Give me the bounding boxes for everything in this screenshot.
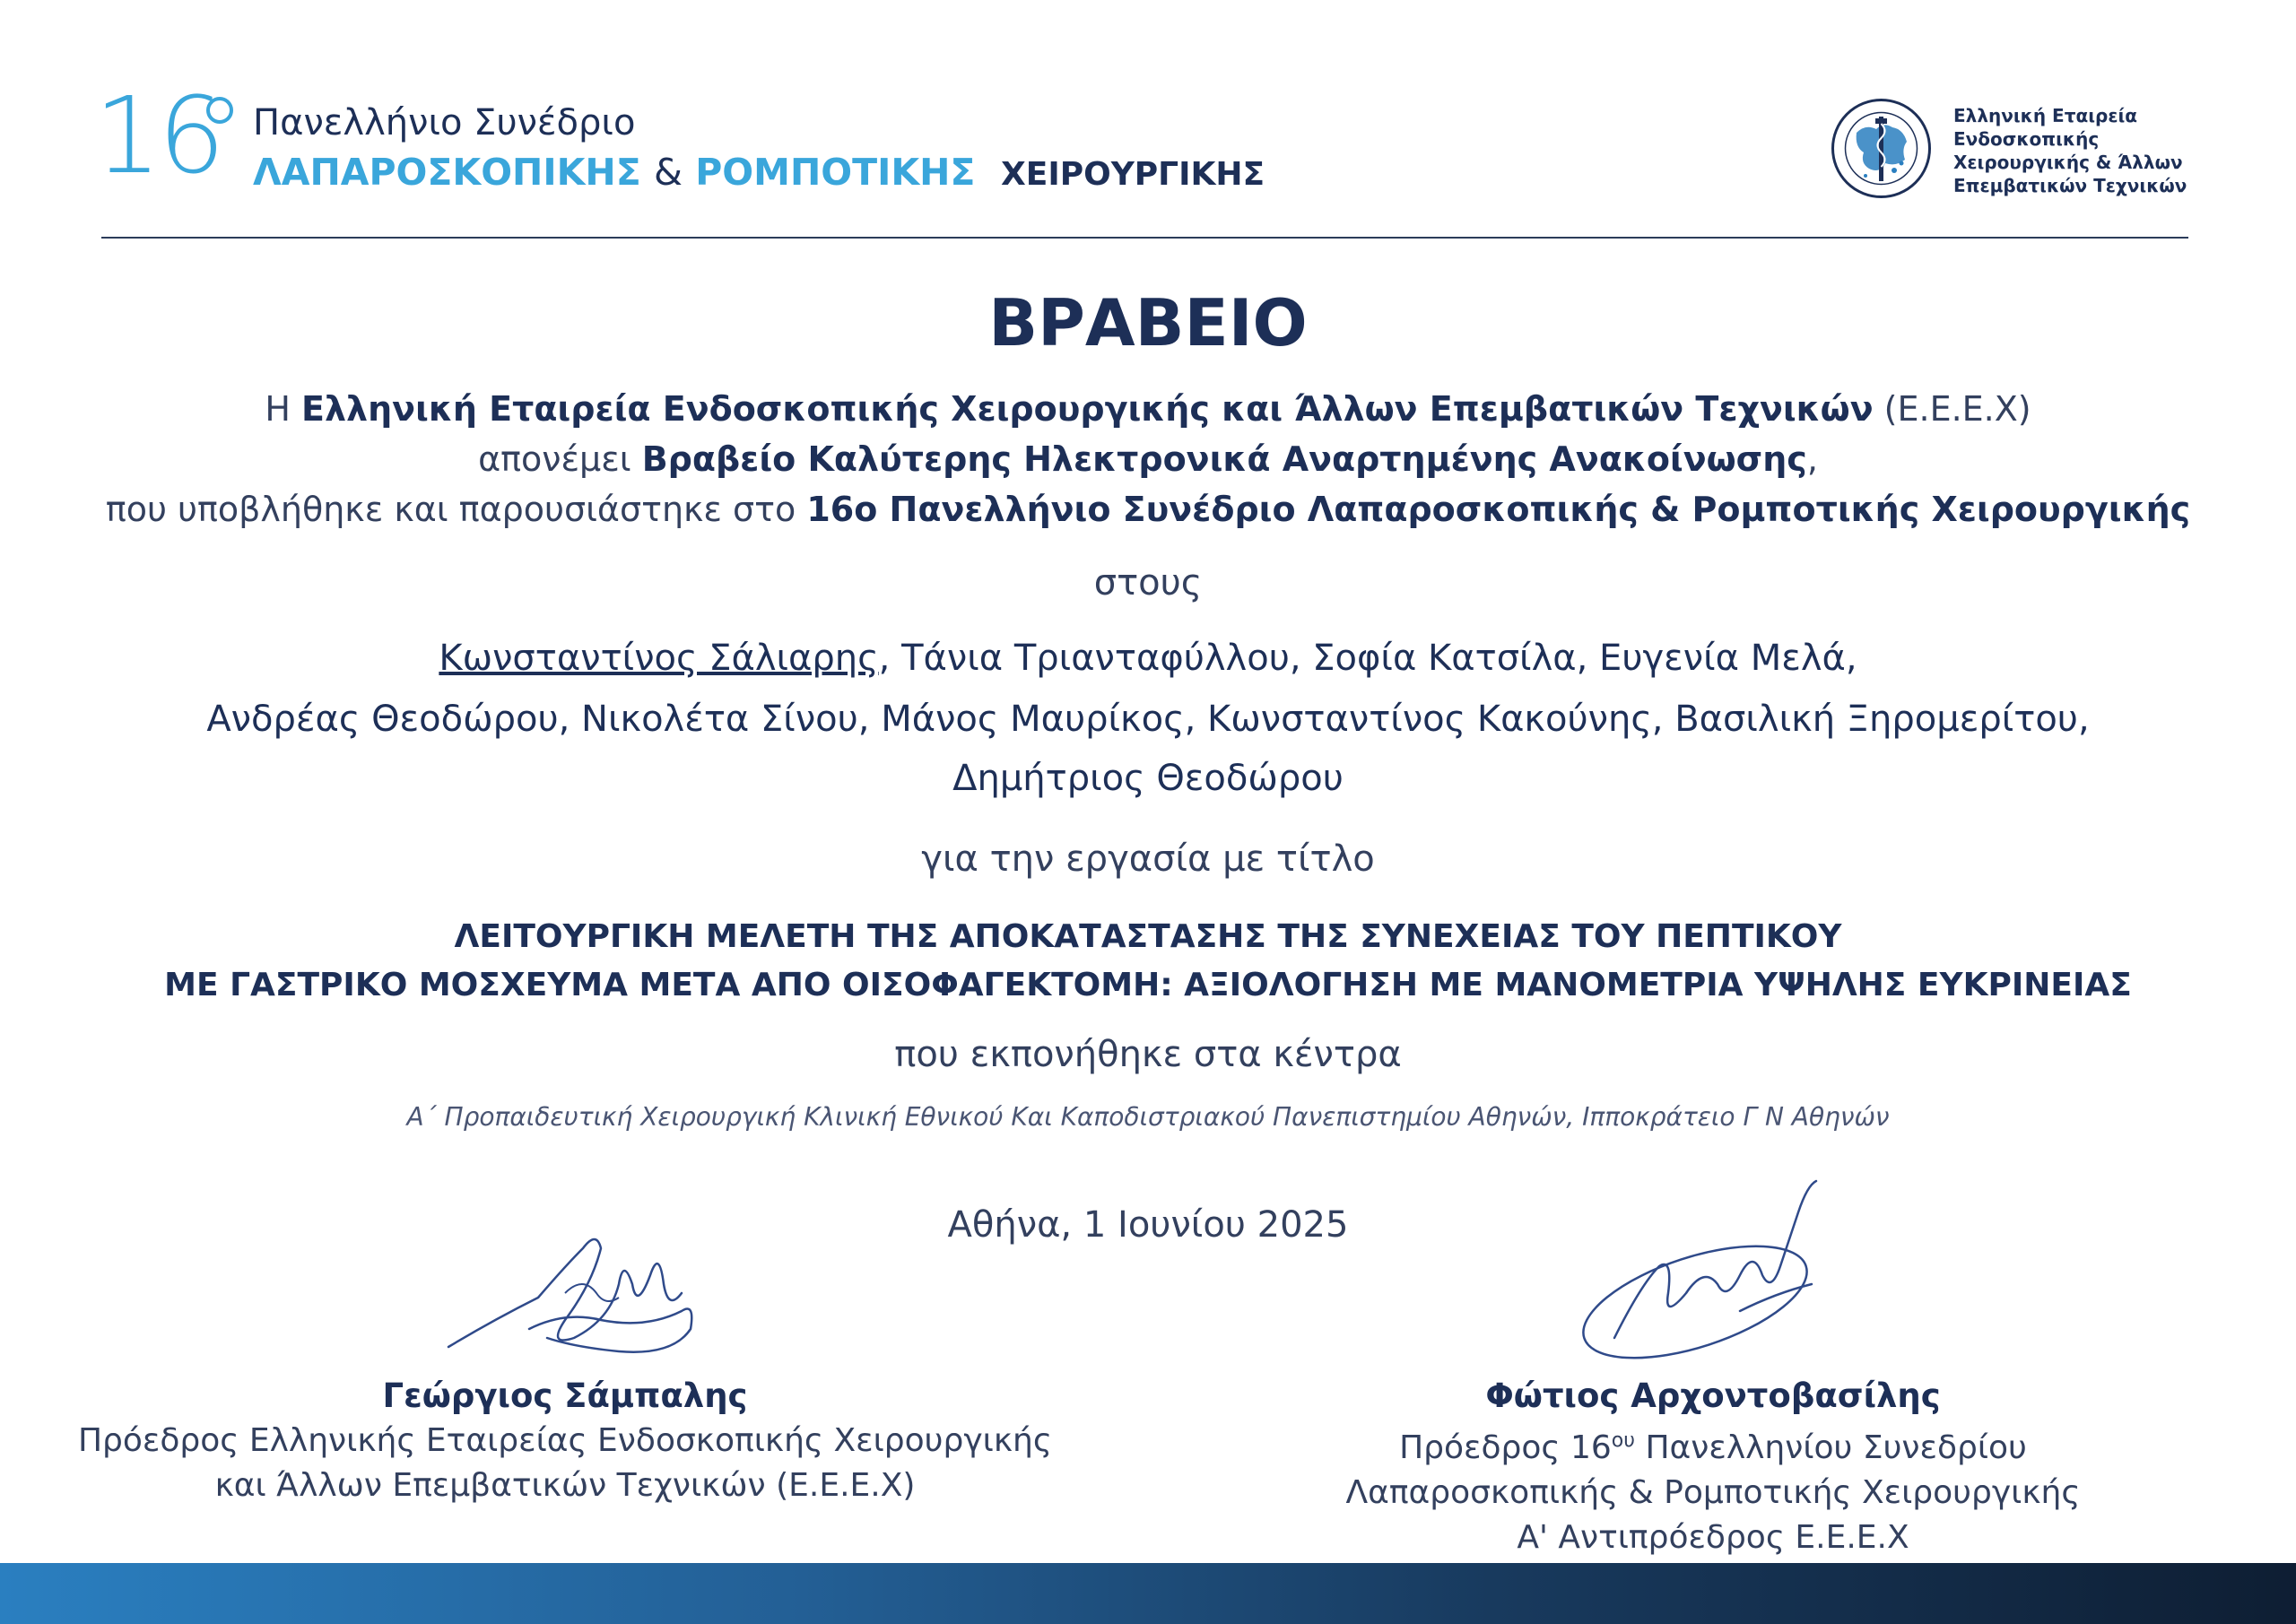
society-name-line: Επεμβατικών Τεχνικών bbox=[1953, 175, 2187, 196]
signatory-role-right-2: Λαπαροσκοπικής & Ρομποτικής Χειρουργικής bbox=[1345, 1474, 2081, 1511]
intro-text: (Ε.Ε.Ε.Χ) bbox=[1873, 389, 2031, 429]
intro-text: που υποβλήθηκε και παρουσιάστηκε στο bbox=[105, 490, 807, 529]
authors-line-3: Δημήτριος Θεοδώρου bbox=[952, 758, 1344, 799]
conference-title-line1: Πανελλήνιο Συνέδριο bbox=[253, 102, 636, 143]
footer-gradient-bar bbox=[0, 1563, 2296, 1624]
intro-line-3 bbox=[0, 484, 2296, 534]
role-text: Πρόεδρος 16 bbox=[1399, 1429, 1612, 1466]
intro-line-2 bbox=[0, 434, 2296, 484]
authors-line-1 bbox=[0, 631, 2296, 685]
signatory-role-right-3: Α' Αντιπρόεδρος Ε.Ε.Ε.Χ bbox=[1517, 1519, 1909, 1556]
conference-word-laparoscopic: ΛΑΠΑΡΟΣΚΟΠΙΚΗΣ bbox=[253, 151, 641, 194]
intro-line-1 bbox=[0, 384, 2296, 434]
role-superscript: ου bbox=[1611, 1429, 1635, 1452]
society-name-line: Ελληνική Εταιρεία bbox=[1953, 105, 2137, 126]
intro-text: , bbox=[1806, 439, 1818, 479]
award-name: Βραβείο Καλύτερης Ηλεκτρονικά Αναρτημένης Ανακοίνωσης bbox=[641, 439, 1807, 479]
society-full-name: Ελληνική Εταιρεία Ενδοσκοπικής Χειρουργικής και Άλλων Επεμβατικών Τεχνικών bbox=[301, 389, 1874, 429]
conference-word-robotic: ΡΟΜΠΟΤΙΚΗΣ bbox=[695, 151, 976, 194]
society-name-line: Ενδοσκοπικής bbox=[1953, 128, 2100, 150]
intro-text: Η bbox=[265, 389, 302, 429]
intro-text: απονέμει bbox=[478, 439, 642, 479]
society-name bbox=[1953, 104, 2187, 197]
award-title: ΒΡΑΒΕΙΟ bbox=[988, 285, 1308, 360]
conference-number: 16 bbox=[94, 74, 222, 197]
signature-right bbox=[1220, 1374, 2206, 1560]
conference-ampersand: & bbox=[653, 151, 683, 194]
award-date: Αθήνα, 1 Ιουνίου 2025 bbox=[947, 1204, 1349, 1246]
recipients-label: στους bbox=[1093, 562, 1203, 604]
signatory-name-left: Γεώργιος Σάμπαλης bbox=[382, 1376, 748, 1415]
centers-text: Α΄ Προπαιδευτική Χειρουργική Κλινική Εθνικού Και Καποδιστριακού Πανεπιστημίου Αθηνών, Ιπποκράτειο Γ Ν Αθηνών bbox=[406, 1102, 1890, 1132]
degree-symbol bbox=[206, 97, 233, 124]
society-logo-icon bbox=[1830, 97, 1933, 200]
conference-word-surgery: ΧΕΙΡΟΥΡΓΙΚΗΣ bbox=[1001, 156, 1265, 193]
signatory-role-right-1 bbox=[1220, 1419, 2206, 1471]
work-title-line-1: ΛΕΙΤΟΥΡΓΙΚΗ ΜΕΛΕΤΗ ΤΗΣ ΑΠΟΚΑΤΑΣΤΑΣΗΣ ΤΗΣ ΣΥΝΕΧΕΙΑΣ ΤΟΥ ΠΕΠΤΙΚΟΥ bbox=[454, 918, 1842, 955]
society-name-line: Χειρουργικής & Άλλων bbox=[1953, 152, 2183, 173]
centers-label: που εκπονήθηκε στα κέντρα bbox=[894, 1034, 1402, 1075]
authors-text: , Τάνια Τριανταφύλλου, Σοφία Κατσίλα, Ευγενία Μελά, bbox=[878, 638, 1857, 679]
conference-full-name: 16ο Πανελλήνιο Συνέδριο Λαπαροσκοπικής & Ρομποτικής Χειρουργικής bbox=[806, 490, 2191, 529]
header-divider bbox=[101, 237, 2188, 239]
signature-right-image bbox=[1561, 1177, 1848, 1365]
signatory-role-left-1: Πρόεδρος Ελληνικής Εταιρείας Ενδοσκοπικής Χειρουργικής bbox=[77, 1422, 1052, 1459]
authors-line-2: Ανδρέας Θεοδώρου, Νικολέτα Σίνου, Μάνος Μαυρίκος, Κωνσταντίνος Κακούνης, Βασιλική Ξηρομερίτου, bbox=[206, 699, 2090, 740]
presenting-author: Κωνσταντίνος Σάλιαρης bbox=[439, 638, 879, 679]
signatory-name-right: Φώτιος Αρχοντοβασίλης bbox=[1485, 1376, 1941, 1415]
work-title-label: για την εργασία με τίτλο bbox=[921, 838, 1375, 880]
role-text: Πανελληνίου Συνεδρίου bbox=[1635, 1429, 2027, 1466]
signature-left bbox=[72, 1374, 1058, 1508]
signature-left-image bbox=[439, 1212, 709, 1365]
work-title-line-2: ΜΕ ΓΑΣΤΡΙΚΟ ΜΟΣΧΕΥΜΑ ΜΕΤΑ ΑΠΟ ΟΙΣΟΦΑΓΕΚΤΟΜΗ: ΑΞΙΟΛΟΓΗΣΗ ΜΕ ΜΑΝΟΜΕΤΡΙΑ ΥΨΗΛΗΣ ΕΥΚΡΙΝΕΙΑΣ bbox=[164, 967, 2132, 1003]
conference-title-line2 bbox=[253, 151, 1265, 196]
signatory-role-left-2: και Άλλων Επεμβατικών Τεχνικών (Ε.Ε.Ε.Χ) bbox=[214, 1467, 916, 1504]
